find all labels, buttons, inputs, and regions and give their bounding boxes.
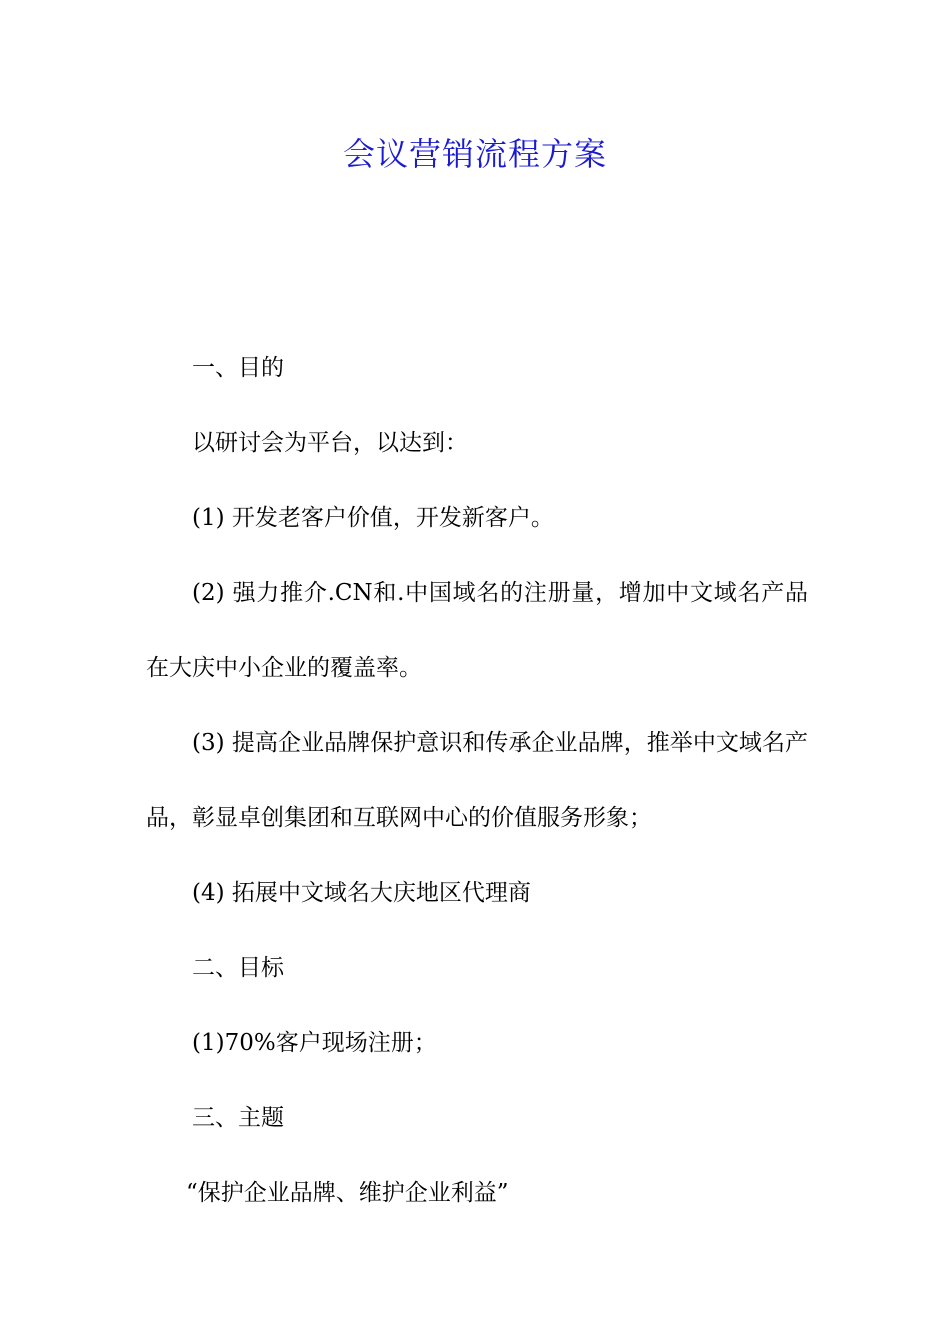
purpose-intro-paragraph: 以研讨会为平台，以达到：	[192, 430, 468, 456]
purpose-item-4: (4) 拓展中文域名大庆地区代理商	[192, 880, 531, 906]
theme-quote: “保护企业品牌、维护企业利益”	[186, 1180, 509, 1206]
purpose-item-3: (3) 提高企业品牌保护意识和传承企业品牌，推举中文域名产品，彰显卓创集团和互联网中心的价值服务形象；	[146, 730, 808, 831]
document-body	[146, 331, 808, 1231]
section-heading-purpose: 一、目的	[192, 355, 284, 381]
section-heading-theme: 三、主题	[192, 1105, 284, 1131]
goal-item-1: (1)70%客户现场注册；	[192, 1030, 437, 1056]
document-title: 会议营销流程方案	[342, 135, 607, 173]
purpose-item-2: (2) 强力推介.CN和.中国域名的注册量，增加中文域名产品在大庆中小企业的覆盖率。	[146, 580, 808, 681]
purpose-item-1: (1) 开发老客户价值，开发新客户。	[192, 505, 554, 531]
section-heading-goal: 二、目标	[192, 955, 284, 981]
